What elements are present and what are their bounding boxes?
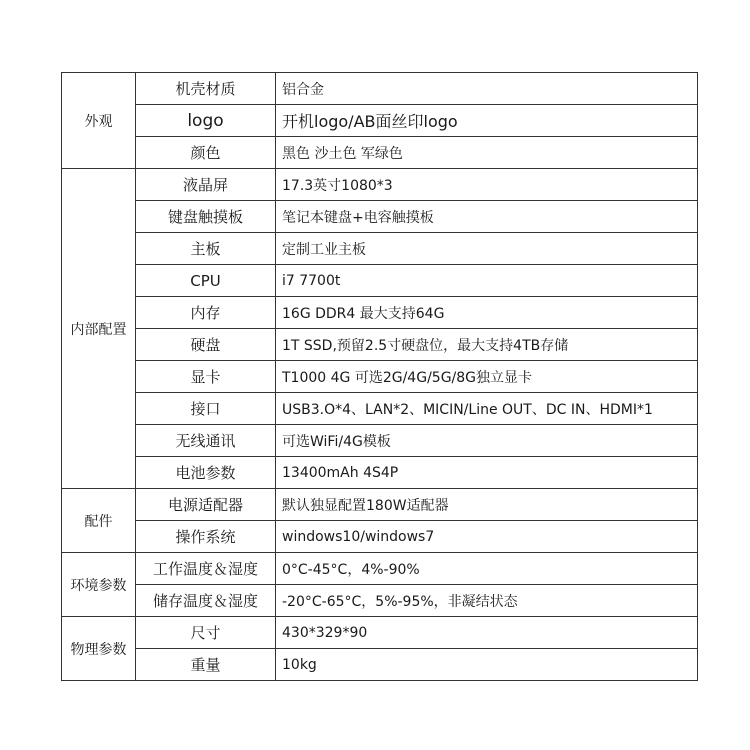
spec-label: 电池参数 [136, 457, 276, 489]
spec-label: 颜色 [136, 137, 276, 169]
spec-value: USB3.O*4、LAN*2、MICIN/Line OUT、DC IN、HDMI*1 [276, 393, 698, 425]
spec-value: 17.3英寸1080*3 [276, 169, 698, 201]
spec-value: 可选WiFi/4G模板 [276, 425, 698, 457]
spec-row [62, 425, 698, 457]
spec-row [62, 393, 698, 425]
spec-row [62, 265, 698, 297]
spec-value: i7 7700t [276, 265, 698, 297]
spec-row [62, 233, 698, 265]
spec-value: 笔记本键盘+电容触摸板 [276, 201, 698, 233]
spec-row [62, 649, 698, 681]
category-cell: 环境参数 [62, 553, 136, 617]
spec-label: 储存温度＆湿度 [136, 585, 276, 617]
spec-row [62, 105, 698, 137]
spec-row [62, 297, 698, 329]
spec-label: 机壳材质 [136, 73, 276, 105]
spec-row [62, 73, 698, 105]
spec-value: 0°C-45°C，4%-90% [276, 553, 698, 585]
spec-label: 电源适配器 [136, 489, 276, 521]
spec-label: 重量 [136, 649, 276, 681]
spec-row [62, 585, 698, 617]
spec-label: CPU [136, 265, 276, 297]
spec-value: 13400mAh 4S4P [276, 457, 698, 489]
spec-row [62, 617, 698, 649]
spec-label: 硬盘 [136, 329, 276, 361]
category-cell: 内部配置 [62, 169, 136, 489]
spec-value: 铝合金 [276, 73, 698, 105]
spec-row [62, 489, 698, 521]
spec-row [62, 137, 698, 169]
spec-row [62, 361, 698, 393]
spec-label: 工作温度＆湿度 [136, 553, 276, 585]
spec-value: 开机logo/AB面丝印logo [276, 105, 698, 137]
spec-row [62, 457, 698, 489]
spec-table [61, 72, 698, 681]
spec-row [62, 521, 698, 553]
spec-label: 键盘触摸板 [136, 201, 276, 233]
spec-value: 16G DDR4 最大支持64G [276, 297, 698, 329]
spec-value: 默认独显配置180W适配器 [276, 489, 698, 521]
category-cell: 配件 [62, 489, 136, 553]
spec-value: 10kg [276, 649, 698, 681]
category-cell: 外观 [62, 73, 136, 169]
spec-row [62, 201, 698, 233]
spec-label: 内存 [136, 297, 276, 329]
spec-row [62, 169, 698, 201]
spec-label: 显卡 [136, 361, 276, 393]
spec-value: 430*329*90 [276, 617, 698, 649]
spec-value: 1T SSD,预留2.5寸硬盘位，最大支持4TB存储 [276, 329, 698, 361]
spec-label: logo [136, 105, 276, 137]
spec-row [62, 329, 698, 361]
spec-value: 黑色 沙土色 军绿色 [276, 137, 698, 169]
spec-label: 无线通讯 [136, 425, 276, 457]
spec-table-body [62, 73, 698, 681]
category-cell: 物理参数 [62, 617, 136, 681]
spec-value: windows10/windows7 [276, 521, 698, 553]
spec-value: -20°C-65°C，5%-95%，非凝结状态 [276, 585, 698, 617]
spec-row [62, 553, 698, 585]
spec-label: 操作系统 [136, 521, 276, 553]
spec-label: 主板 [136, 233, 276, 265]
spec-value: T1000 4G 可选2G/4G/5G/8G独立显卡 [276, 361, 698, 393]
spec-label: 液晶屏 [136, 169, 276, 201]
spec-label: 尺寸 [136, 617, 276, 649]
spec-label: 接口 [136, 393, 276, 425]
spec-value: 定制工业主板 [276, 233, 698, 265]
